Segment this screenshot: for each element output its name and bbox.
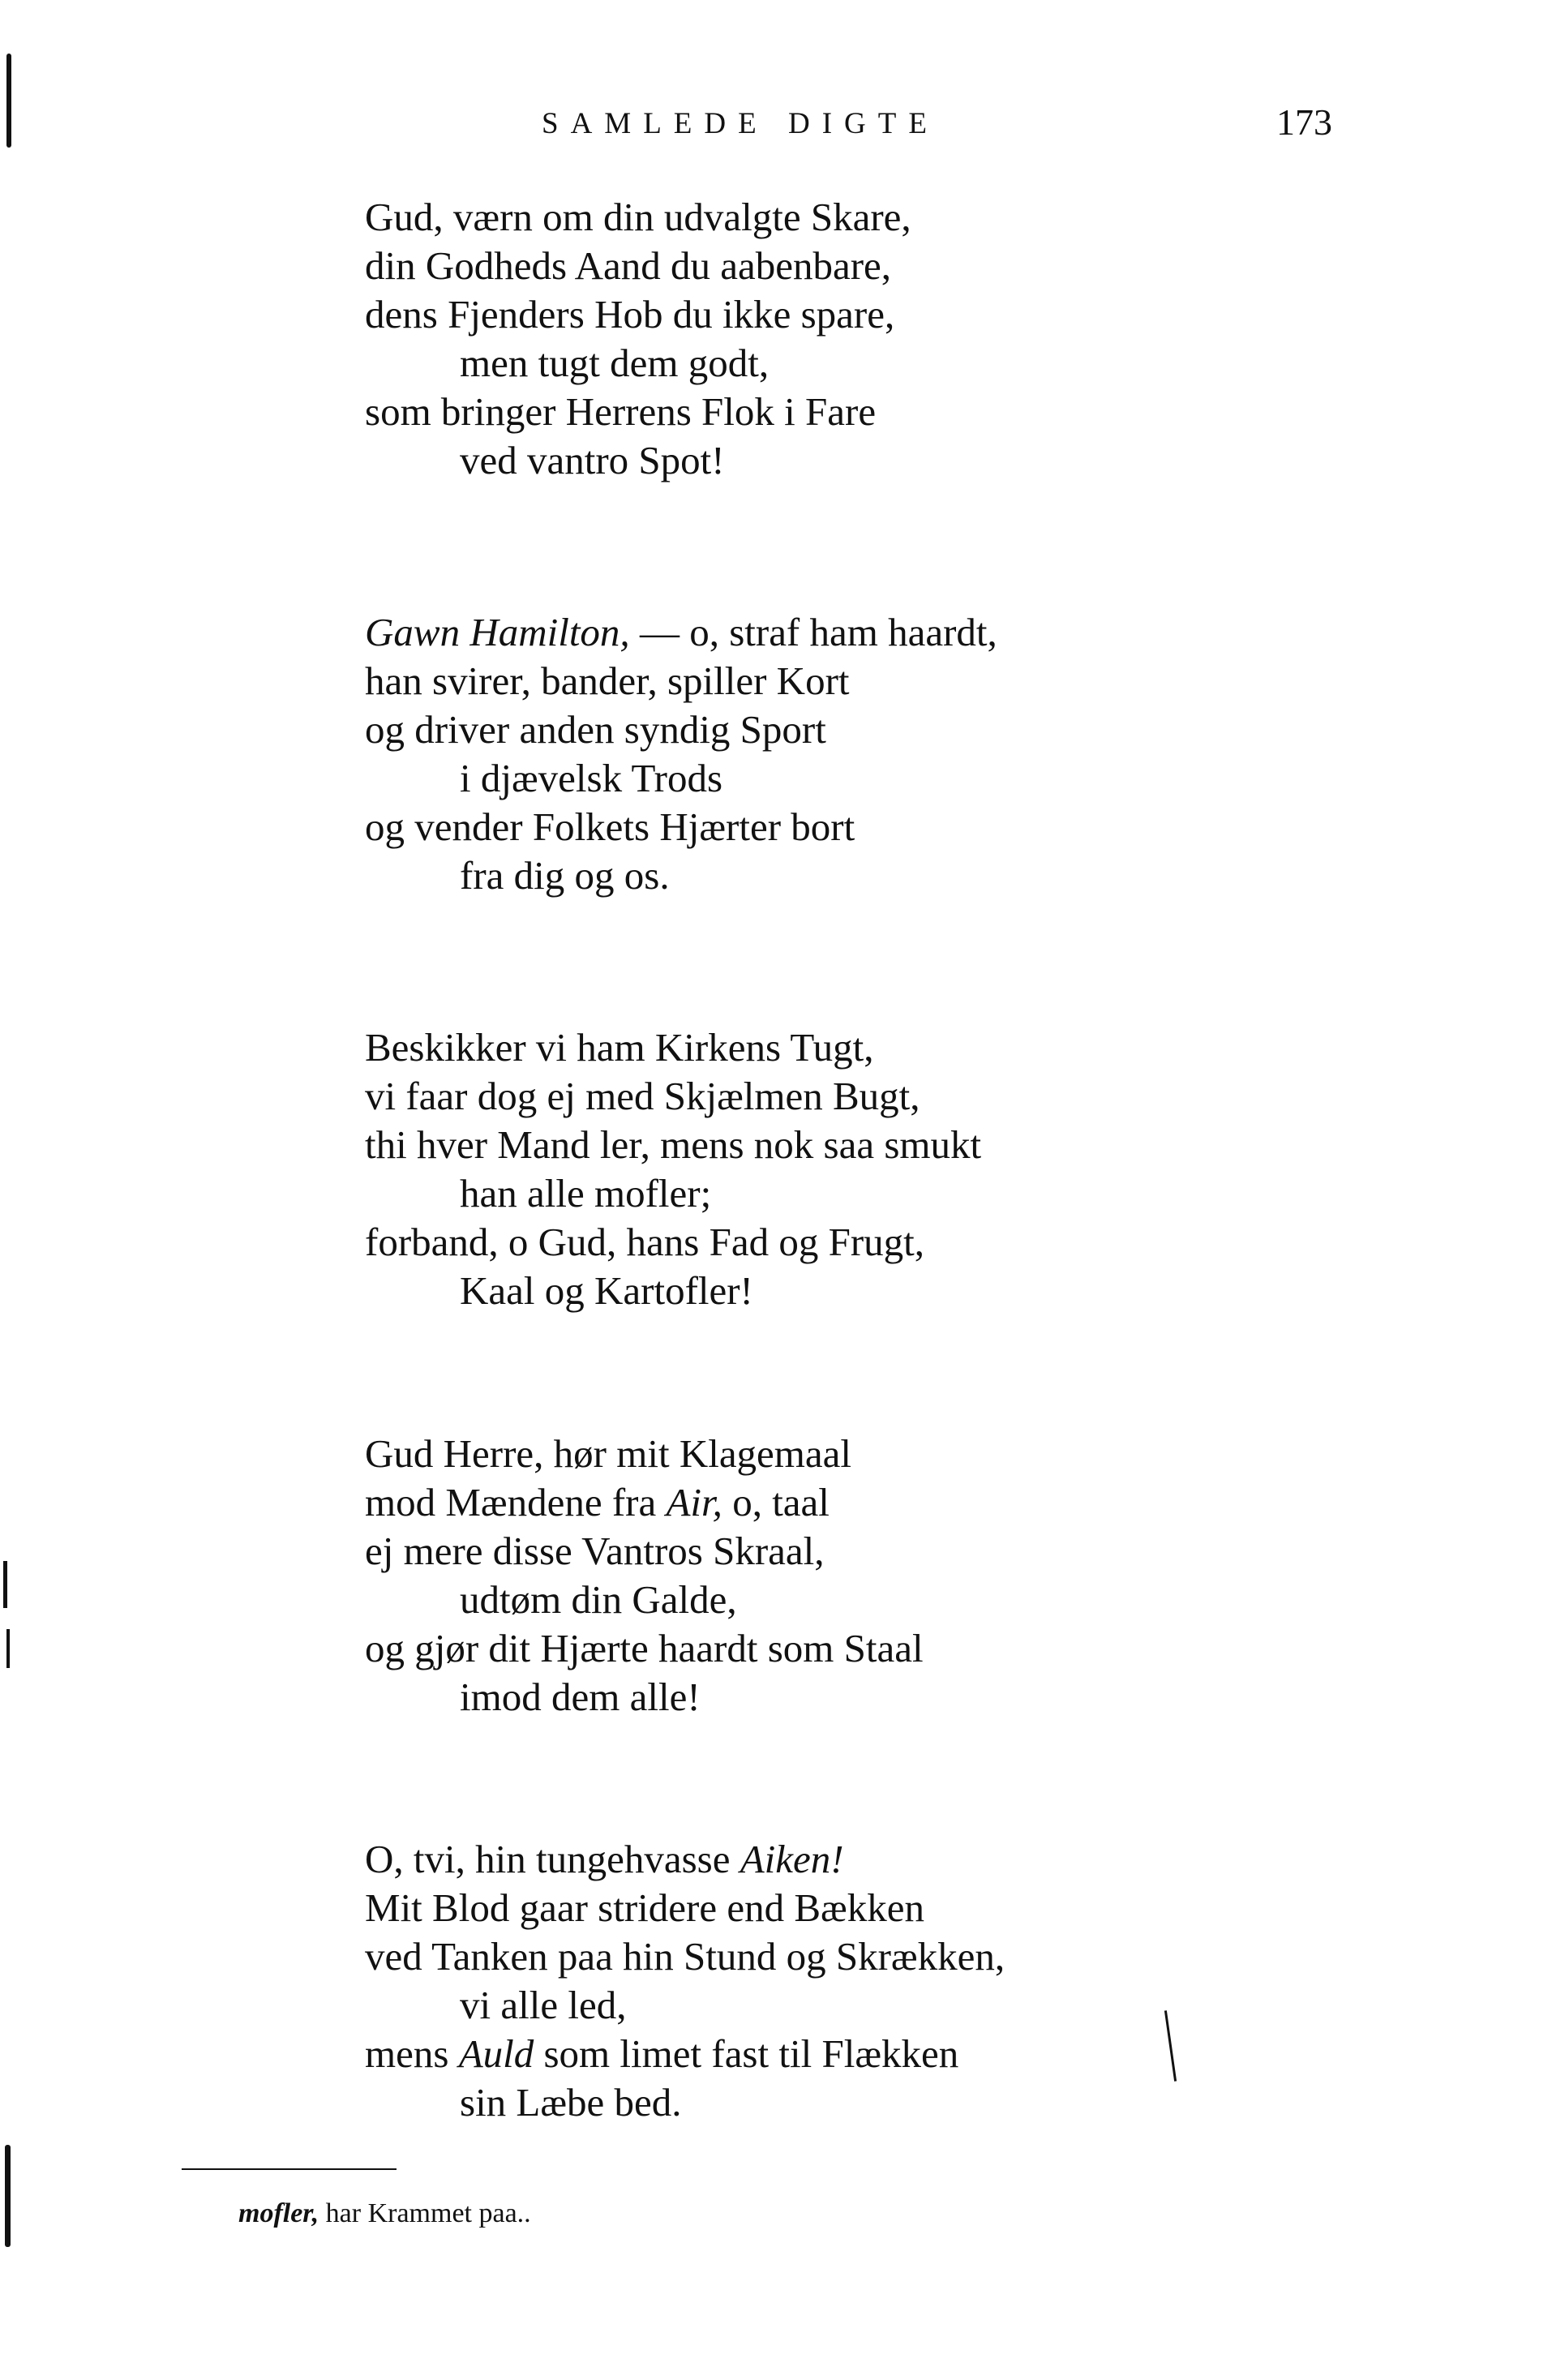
verse-text: o, taal: [722, 1480, 830, 1524]
verse-text: mod Mændene fra: [365, 1480, 667, 1524]
verse-line: forband, o Gud, hans Fad og Frugt,: [365, 1220, 925, 1264]
italic-name: Aiken!: [740, 1837, 844, 1881]
poem-stanza-5: [365, 1835, 1257, 2127]
verse-line: vi faar dog ej med Skjælmen Bugt,: [365, 1074, 920, 1118]
verse-line: [365, 1478, 1257, 1527]
poem-stanza-3: [365, 1023, 1257, 1315]
verse-line-indented: Kaal og Kartofler!: [460, 1268, 753, 1313]
verse-line-indented: fra dig og os.: [460, 853, 670, 898]
verse-line: Gud, værn om din udvalgte Skare,: [365, 195, 911, 239]
verse-text: mens: [365, 2031, 459, 2076]
verse-line: og gjør dit Hjærte haardt som Staal: [365, 1626, 924, 1670]
poem-stanza-4: [365, 1430, 1257, 1722]
page-number: 173: [1276, 101, 1332, 143]
verse-line: Gud Herre, hør mit Klagemaal: [365, 1431, 852, 1476]
footnote: [238, 2196, 531, 2232]
verse-line-indented: udtøm din Galde,: [460, 1577, 737, 1622]
scan-margin-mark: [6, 1629, 10, 1668]
verse-line: han svirer, bander, spiller Kort: [365, 658, 850, 703]
scan-margin-mark: [3, 1561, 7, 1608]
poem-stanza-2: [365, 608, 1257, 900]
scan-margin-mark: [5, 2145, 11, 2247]
footnote-divider: [182, 2168, 397, 2170]
verse-line-indented: ved vantro Spot!: [460, 438, 725, 482]
verse-line-indented: imod dem alle!: [460, 1675, 701, 1719]
footnote-term: mofler,: [238, 2198, 319, 2228]
verse-line: som bringer Herrens Flok i Fare: [365, 389, 877, 434]
verse-line-indented: sin Læbe bed.: [460, 2080, 682, 2125]
verse-line-indented: vi alle led,: [460, 1983, 627, 2027]
page-header: [0, 101, 1552, 152]
verse-line-indented: han alle mofler;: [460, 1171, 712, 1216]
verse-line: ej mere disse Vantros Skraal,: [365, 1529, 825, 1573]
verse-line-indented: men tugt dem godt,: [460, 341, 770, 385]
verse-line: ved Tanken paa hin Stund og Skrækken,: [365, 1934, 1005, 1979]
verse-line: thi hver Mand ler, mens nok saa smukt: [365, 1122, 982, 1167]
footnote-text: har Krammet paa..: [319, 2198, 531, 2228]
verse-line: [365, 2030, 1257, 2078]
verse-text: O, tvi, hin tungehvasse: [365, 1837, 740, 1881]
poem-stanza-1: [365, 193, 1257, 485]
verse-line: [365, 1835, 1257, 1884]
verse-text: som limet fast til Flækken: [534, 2031, 959, 2076]
running-title: SAMLEDE DIGTE: [542, 107, 939, 140]
verse-line: din Godheds Aand du aabenbare,: [365, 243, 892, 288]
verse-line: og driver anden syndig Sport: [365, 707, 826, 752]
verse-text: — o, straf ham haardt,: [629, 610, 997, 654]
italic-place-name: Air,: [666, 1480, 722, 1524]
italic-name: Gawn Hamilton,: [365, 610, 630, 654]
verse-line: [365, 608, 1257, 657]
verse-line: dens Fjenders Hob du ikke spare,: [365, 292, 895, 337]
verse-line: Mit Blod gaar stridere end Bækken: [365, 1885, 924, 1930]
italic-name: Auld: [458, 2031, 534, 2076]
verse-line-indented: i djævelsk Trods: [460, 756, 723, 800]
verse-line: Beskikker vi ham Kirkens Tugt,: [365, 1025, 874, 1070]
verse-line: og vender Folkets Hjærter bort: [365, 804, 855, 849]
